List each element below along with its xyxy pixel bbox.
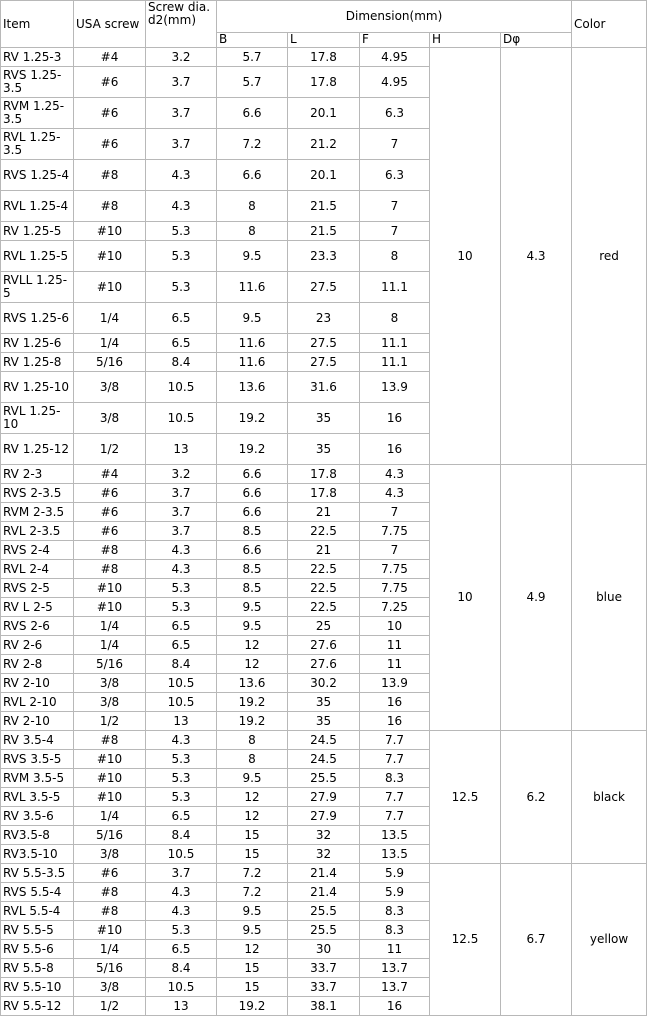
f-cell: 7.7 [360, 807, 430, 826]
item-cell: RVL 2-4 [1, 560, 74, 579]
screw-dia-cell: 3.7 [146, 864, 217, 883]
usa-screw-cell: 1/2 [74, 997, 146, 1016]
f-cell: 10 [360, 617, 430, 636]
screw-dia-cell: 3.7 [146, 98, 217, 129]
item-cell: RV 1.25-5 [1, 222, 74, 241]
f-cell: 7 [360, 503, 430, 522]
usa-screw-cell: #10 [74, 750, 146, 769]
b-cell: 11.6 [217, 272, 288, 303]
item-cell: RVL 1.25-5 [1, 241, 74, 272]
item-cell: RV3.5-10 [1, 845, 74, 864]
f-cell: 6.3 [360, 98, 430, 129]
screw-dia-cell: 10.5 [146, 845, 217, 864]
screw-dia-cell: 5.3 [146, 921, 217, 940]
l-cell: 20.1 [288, 98, 360, 129]
b-cell: 9.5 [217, 598, 288, 617]
f-cell: 16 [360, 693, 430, 712]
l-cell: 21.5 [288, 191, 360, 222]
l-cell: 32 [288, 845, 360, 864]
screw-dia-cell: 3.7 [146, 67, 217, 98]
l-cell: 22.5 [288, 598, 360, 617]
screw-dia-cell: 6.5 [146, 303, 217, 334]
usa-screw-cell: #6 [74, 484, 146, 503]
b-cell: 8 [217, 191, 288, 222]
screw-dia-cell: 6.5 [146, 807, 217, 826]
usa-screw-cell: 1/4 [74, 334, 146, 353]
table-row [1, 731, 647, 750]
b-cell: 7.2 [217, 129, 288, 160]
screw-dia-cell: 8.4 [146, 353, 217, 372]
f-cell: 7.7 [360, 788, 430, 807]
f-cell: 7 [360, 222, 430, 241]
screw-dia-cell: 3.7 [146, 129, 217, 160]
usa-screw-cell: 1/4 [74, 303, 146, 334]
screw-dia-cell: 3.7 [146, 503, 217, 522]
b-cell: 19.2 [217, 403, 288, 434]
f-cell: 16 [360, 403, 430, 434]
item-cell: RVL 1.25-10 [1, 403, 74, 434]
l-cell: 35 [288, 693, 360, 712]
screw-dia-cell: 10.5 [146, 978, 217, 997]
group-h-cell: 12.5 [430, 731, 501, 864]
usa-screw-cell: #8 [74, 902, 146, 921]
f-cell: 7.7 [360, 731, 430, 750]
item-cell: RVS 2-5 [1, 579, 74, 598]
b-cell: 8.5 [217, 579, 288, 598]
item-cell: RV3.5-8 [1, 826, 74, 845]
screw-dia-cell: 5.3 [146, 222, 217, 241]
usa-screw-cell: #10 [74, 788, 146, 807]
item-cell: RV L 2-5 [1, 598, 74, 617]
item-cell: RVM 2-3.5 [1, 503, 74, 522]
header-usa-screw: USA screw [74, 1, 146, 48]
item-cell: RV 1.25-12 [1, 434, 74, 465]
b-cell: 9.5 [217, 769, 288, 788]
item-cell: RVL 2-3.5 [1, 522, 74, 541]
usa-screw-cell: 5/16 [74, 353, 146, 372]
usa-screw-cell: 1/4 [74, 617, 146, 636]
f-cell: 11.1 [360, 272, 430, 303]
group-h-cell: 12.5 [430, 864, 501, 1016]
header-l: L [288, 32, 360, 47]
usa-screw-cell: #8 [74, 160, 146, 191]
screw-dia-cell: 6.5 [146, 334, 217, 353]
l-cell: 25.5 [288, 921, 360, 940]
l-cell: 35 [288, 712, 360, 731]
l-cell: 35 [288, 403, 360, 434]
item-cell: RVS 1.25-3.5 [1, 67, 74, 98]
screw-dia-cell: 10.5 [146, 693, 217, 712]
b-cell: 12 [217, 788, 288, 807]
b-cell: 6.6 [217, 465, 288, 484]
screw-dia-cell: 4.3 [146, 160, 217, 191]
screw-dia-cell: 8.4 [146, 826, 217, 845]
item-cell: RV 3.5-6 [1, 807, 74, 826]
b-cell: 12 [217, 940, 288, 959]
l-cell: 21.4 [288, 864, 360, 883]
usa-screw-cell: #8 [74, 541, 146, 560]
b-cell: 5.7 [217, 48, 288, 67]
table-row [1, 48, 647, 67]
l-cell: 21.2 [288, 129, 360, 160]
usa-screw-cell: #10 [74, 241, 146, 272]
b-cell: 8 [217, 222, 288, 241]
screw-dia-cell: 10.5 [146, 674, 217, 693]
b-cell: 11.6 [217, 334, 288, 353]
f-cell: 13.5 [360, 845, 430, 864]
item-cell: RV 3.5-4 [1, 731, 74, 750]
l-cell: 25.5 [288, 769, 360, 788]
group-dphi-cell: 6.2 [501, 731, 572, 864]
b-cell: 12 [217, 655, 288, 674]
f-cell: 13.9 [360, 372, 430, 403]
l-cell: 32 [288, 826, 360, 845]
usa-screw-cell: 5/16 [74, 826, 146, 845]
usa-screw-cell: 1/4 [74, 807, 146, 826]
item-cell: RVL 2-10 [1, 693, 74, 712]
item-cell: RV 5.5-8 [1, 959, 74, 978]
usa-screw-cell: #6 [74, 503, 146, 522]
item-cell: RVS 2-6 [1, 617, 74, 636]
screw-dia-cell: 6.5 [146, 940, 217, 959]
usa-screw-cell: #10 [74, 222, 146, 241]
item-cell: RV 1.25-3 [1, 48, 74, 67]
usa-screw-cell: 1/4 [74, 636, 146, 655]
group-color-cell: blue [572, 465, 647, 731]
f-cell: 13.7 [360, 978, 430, 997]
l-cell: 33.7 [288, 959, 360, 978]
f-cell: 16 [360, 712, 430, 731]
item-cell: RVS 3.5-5 [1, 750, 74, 769]
usa-screw-cell: 1/2 [74, 712, 146, 731]
b-cell: 13.6 [217, 674, 288, 693]
l-cell: 17.8 [288, 48, 360, 67]
usa-screw-cell: 5/16 [74, 655, 146, 674]
l-cell: 17.8 [288, 67, 360, 98]
table-row [1, 465, 647, 484]
item-cell: RV 5.5-10 [1, 978, 74, 997]
usa-screw-cell: #6 [74, 98, 146, 129]
usa-screw-cell: 3/8 [74, 372, 146, 403]
screw-dia-cell: 5.3 [146, 598, 217, 617]
f-cell: 7.75 [360, 522, 430, 541]
b-cell: 6.6 [217, 484, 288, 503]
header-screw-dia: Screw dia.d2(mm) [146, 1, 217, 48]
b-cell: 19.2 [217, 997, 288, 1016]
l-cell: 27.9 [288, 807, 360, 826]
f-cell: 8.3 [360, 902, 430, 921]
header-dphi: Dφ [501, 32, 572, 47]
usa-screw-cell: 3/8 [74, 674, 146, 693]
l-cell: 22.5 [288, 560, 360, 579]
header-row-1 [1, 1, 647, 33]
item-cell: RV 2-3 [1, 465, 74, 484]
screw-dia-cell: 4.3 [146, 731, 217, 750]
b-cell: 15 [217, 845, 288, 864]
l-cell: 21.5 [288, 222, 360, 241]
item-cell: RV 5.5-12 [1, 997, 74, 1016]
f-cell: 7.25 [360, 598, 430, 617]
b-cell: 11.6 [217, 353, 288, 372]
item-cell: RVLL 1.25-5 [1, 272, 74, 303]
f-cell: 11 [360, 655, 430, 674]
item-cell: RVS 2-4 [1, 541, 74, 560]
b-cell: 12 [217, 636, 288, 655]
b-cell: 15 [217, 978, 288, 997]
f-cell: 16 [360, 997, 430, 1016]
screw-dia-cell: 13 [146, 997, 217, 1016]
screw-dia-cell: 13 [146, 712, 217, 731]
l-cell: 27.5 [288, 272, 360, 303]
b-cell: 6.6 [217, 503, 288, 522]
l-cell: 22.5 [288, 522, 360, 541]
usa-screw-cell: 3/8 [74, 403, 146, 434]
screw-dia-cell: 4.3 [146, 883, 217, 902]
screw-dia-cell: 6.5 [146, 636, 217, 655]
item-cell: RVS 1.25-6 [1, 303, 74, 334]
l-cell: 23.3 [288, 241, 360, 272]
b-cell: 15 [217, 959, 288, 978]
f-cell: 6.3 [360, 160, 430, 191]
b-cell: 9.5 [217, 241, 288, 272]
screw-dia-cell: 3.7 [146, 484, 217, 503]
header-color: Color [572, 1, 647, 48]
table-body [1, 1, 647, 1016]
usa-screw-cell: 1/2 [74, 434, 146, 465]
b-cell: 7.2 [217, 883, 288, 902]
usa-screw-cell: #4 [74, 48, 146, 67]
group-h-cell: 10 [430, 48, 501, 465]
f-cell: 7 [360, 191, 430, 222]
f-cell: 8 [360, 303, 430, 334]
screw-dia-cell: 4.3 [146, 902, 217, 921]
f-cell: 8.3 [360, 769, 430, 788]
screw-dia-cell: 8.4 [146, 959, 217, 978]
f-cell: 11.1 [360, 353, 430, 372]
screw-dia-cell: 8.4 [146, 655, 217, 674]
group-color-cell: yellow [572, 864, 647, 1016]
b-cell: 9.5 [217, 902, 288, 921]
usa-screw-cell: #8 [74, 883, 146, 902]
item-cell: RV 1.25-6 [1, 334, 74, 353]
usa-screw-cell: 3/8 [74, 845, 146, 864]
item-cell: RVL 3.5-5 [1, 788, 74, 807]
item-cell: RVL 1.25-4 [1, 191, 74, 222]
screw-dia-cell: 5.3 [146, 241, 217, 272]
l-cell: 30.2 [288, 674, 360, 693]
screw-dia-cell: 3.7 [146, 522, 217, 541]
l-cell: 35 [288, 434, 360, 465]
item-cell: RV 2-6 [1, 636, 74, 655]
item-cell: RVS 5.5-4 [1, 883, 74, 902]
usa-screw-cell: 3/8 [74, 978, 146, 997]
header-h: H [430, 32, 501, 47]
l-cell: 21 [288, 503, 360, 522]
l-cell: 24.5 [288, 731, 360, 750]
f-cell: 11 [360, 636, 430, 655]
item-cell: RVM 1.25-3.5 [1, 98, 74, 129]
b-cell: 19.2 [217, 712, 288, 731]
header-dimension: Dimension(mm) [217, 1, 572, 33]
b-cell: 6.6 [217, 160, 288, 191]
screw-dia-cell: 13 [146, 434, 217, 465]
f-cell: 13.7 [360, 959, 430, 978]
l-cell: 33.7 [288, 978, 360, 997]
item-cell: RV 5.5-6 [1, 940, 74, 959]
item-cell: RV 5.5-3.5 [1, 864, 74, 883]
usa-screw-cell: #4 [74, 465, 146, 484]
usa-screw-cell: #10 [74, 598, 146, 617]
b-cell: 8.5 [217, 522, 288, 541]
usa-screw-cell: 3/8 [74, 693, 146, 712]
b-cell: 8.5 [217, 560, 288, 579]
l-cell: 27.5 [288, 334, 360, 353]
l-cell: 25.5 [288, 902, 360, 921]
header-f: F [360, 32, 430, 47]
usa-screw-cell: #10 [74, 769, 146, 788]
b-cell: 19.2 [217, 434, 288, 465]
usa-screw-cell: #10 [74, 921, 146, 940]
f-cell: 13.9 [360, 674, 430, 693]
f-cell: 13.5 [360, 826, 430, 845]
f-cell: 11 [360, 940, 430, 959]
screw-dia-cell: 4.3 [146, 560, 217, 579]
l-cell: 30 [288, 940, 360, 959]
f-cell: 11.1 [360, 334, 430, 353]
f-cell: 8.3 [360, 921, 430, 940]
l-cell: 21 [288, 541, 360, 560]
b-cell: 12 [217, 807, 288, 826]
usa-screw-cell: #6 [74, 129, 146, 160]
b-cell: 9.5 [217, 303, 288, 334]
f-cell: 7.75 [360, 579, 430, 598]
b-cell: 8 [217, 750, 288, 769]
group-dphi-cell: 4.9 [501, 465, 572, 731]
l-cell: 21.4 [288, 883, 360, 902]
screw-dia-cell: 5.3 [146, 579, 217, 598]
item-cell: RV 2-10 [1, 712, 74, 731]
f-cell: 5.9 [360, 883, 430, 902]
l-cell: 31.6 [288, 372, 360, 403]
item-cell: RVM 3.5-5 [1, 769, 74, 788]
item-cell: RV 1.25-8 [1, 353, 74, 372]
screw-dia-cell: 10.5 [146, 372, 217, 403]
screw-dia-cell: 5.3 [146, 750, 217, 769]
l-cell: 24.5 [288, 750, 360, 769]
usa-screw-cell: #10 [74, 272, 146, 303]
screw-dia-cell: 5.3 [146, 769, 217, 788]
screw-dia-cell: 6.5 [146, 617, 217, 636]
l-cell: 23 [288, 303, 360, 334]
f-cell: 7 [360, 541, 430, 560]
b-cell: 15 [217, 826, 288, 845]
usa-screw-cell: #8 [74, 191, 146, 222]
f-cell: 7 [360, 129, 430, 160]
l-cell: 25 [288, 617, 360, 636]
l-cell: 27.5 [288, 353, 360, 372]
usa-screw-cell: 1/4 [74, 940, 146, 959]
group-h-cell: 10 [430, 465, 501, 731]
screw-dia-cell: 5.3 [146, 272, 217, 303]
b-cell: 19.2 [217, 693, 288, 712]
item-cell: RV 2-8 [1, 655, 74, 674]
f-cell: 16 [360, 434, 430, 465]
b-cell: 6.6 [217, 98, 288, 129]
l-cell: 27.6 [288, 655, 360, 674]
usa-screw-cell: #6 [74, 67, 146, 98]
l-cell: 20.1 [288, 160, 360, 191]
screw-dia-cell: 4.3 [146, 541, 217, 560]
f-cell: 4.95 [360, 67, 430, 98]
b-cell: 8 [217, 731, 288, 750]
group-color-cell: red [572, 48, 647, 465]
group-color-cell: black [572, 731, 647, 864]
usa-screw-cell: #6 [74, 522, 146, 541]
b-cell: 13.6 [217, 372, 288, 403]
screw-dia-cell: 10.5 [146, 403, 217, 434]
b-cell: 5.7 [217, 67, 288, 98]
f-cell: 4.3 [360, 484, 430, 503]
f-cell: 4.3 [360, 465, 430, 484]
usa-screw-cell: #8 [74, 560, 146, 579]
f-cell: 7.75 [360, 560, 430, 579]
b-cell: 9.5 [217, 617, 288, 636]
screw-dia-cell: 3.2 [146, 48, 217, 67]
item-cell: RV 5.5-5 [1, 921, 74, 940]
l-cell: 17.8 [288, 465, 360, 484]
usa-screw-cell: 5/16 [74, 959, 146, 978]
b-cell: 9.5 [217, 921, 288, 940]
table-row [1, 864, 647, 883]
usa-screw-cell: #10 [74, 579, 146, 598]
item-cell: RV 1.25-10 [1, 372, 74, 403]
header-b: B [217, 32, 288, 47]
f-cell: 8 [360, 241, 430, 272]
header-item: Item [1, 1, 74, 48]
f-cell: 7.7 [360, 750, 430, 769]
l-cell: 27.9 [288, 788, 360, 807]
item-cell: RVL 5.5-4 [1, 902, 74, 921]
item-cell: RV 2-10 [1, 674, 74, 693]
item-cell: RVS 1.25-4 [1, 160, 74, 191]
l-cell: 17.8 [288, 484, 360, 503]
screw-dia-cell: 4.3 [146, 191, 217, 222]
f-cell: 4.95 [360, 48, 430, 67]
l-cell: 27.6 [288, 636, 360, 655]
screw-dia-cell: 3.2 [146, 465, 217, 484]
f-cell: 5.9 [360, 864, 430, 883]
group-dphi-cell: 4.3 [501, 48, 572, 465]
l-cell: 38.1 [288, 997, 360, 1016]
item-cell: RVS 2-3.5 [1, 484, 74, 503]
screw-dia-cell: 5.3 [146, 788, 217, 807]
b-cell: 6.6 [217, 541, 288, 560]
usa-screw-cell: #6 [74, 864, 146, 883]
item-cell: RVL 1.25-3.5 [1, 129, 74, 160]
usa-screw-cell: #8 [74, 731, 146, 750]
l-cell: 22.5 [288, 579, 360, 598]
group-dphi-cell: 6.7 [501, 864, 572, 1016]
b-cell: 7.2 [217, 864, 288, 883]
